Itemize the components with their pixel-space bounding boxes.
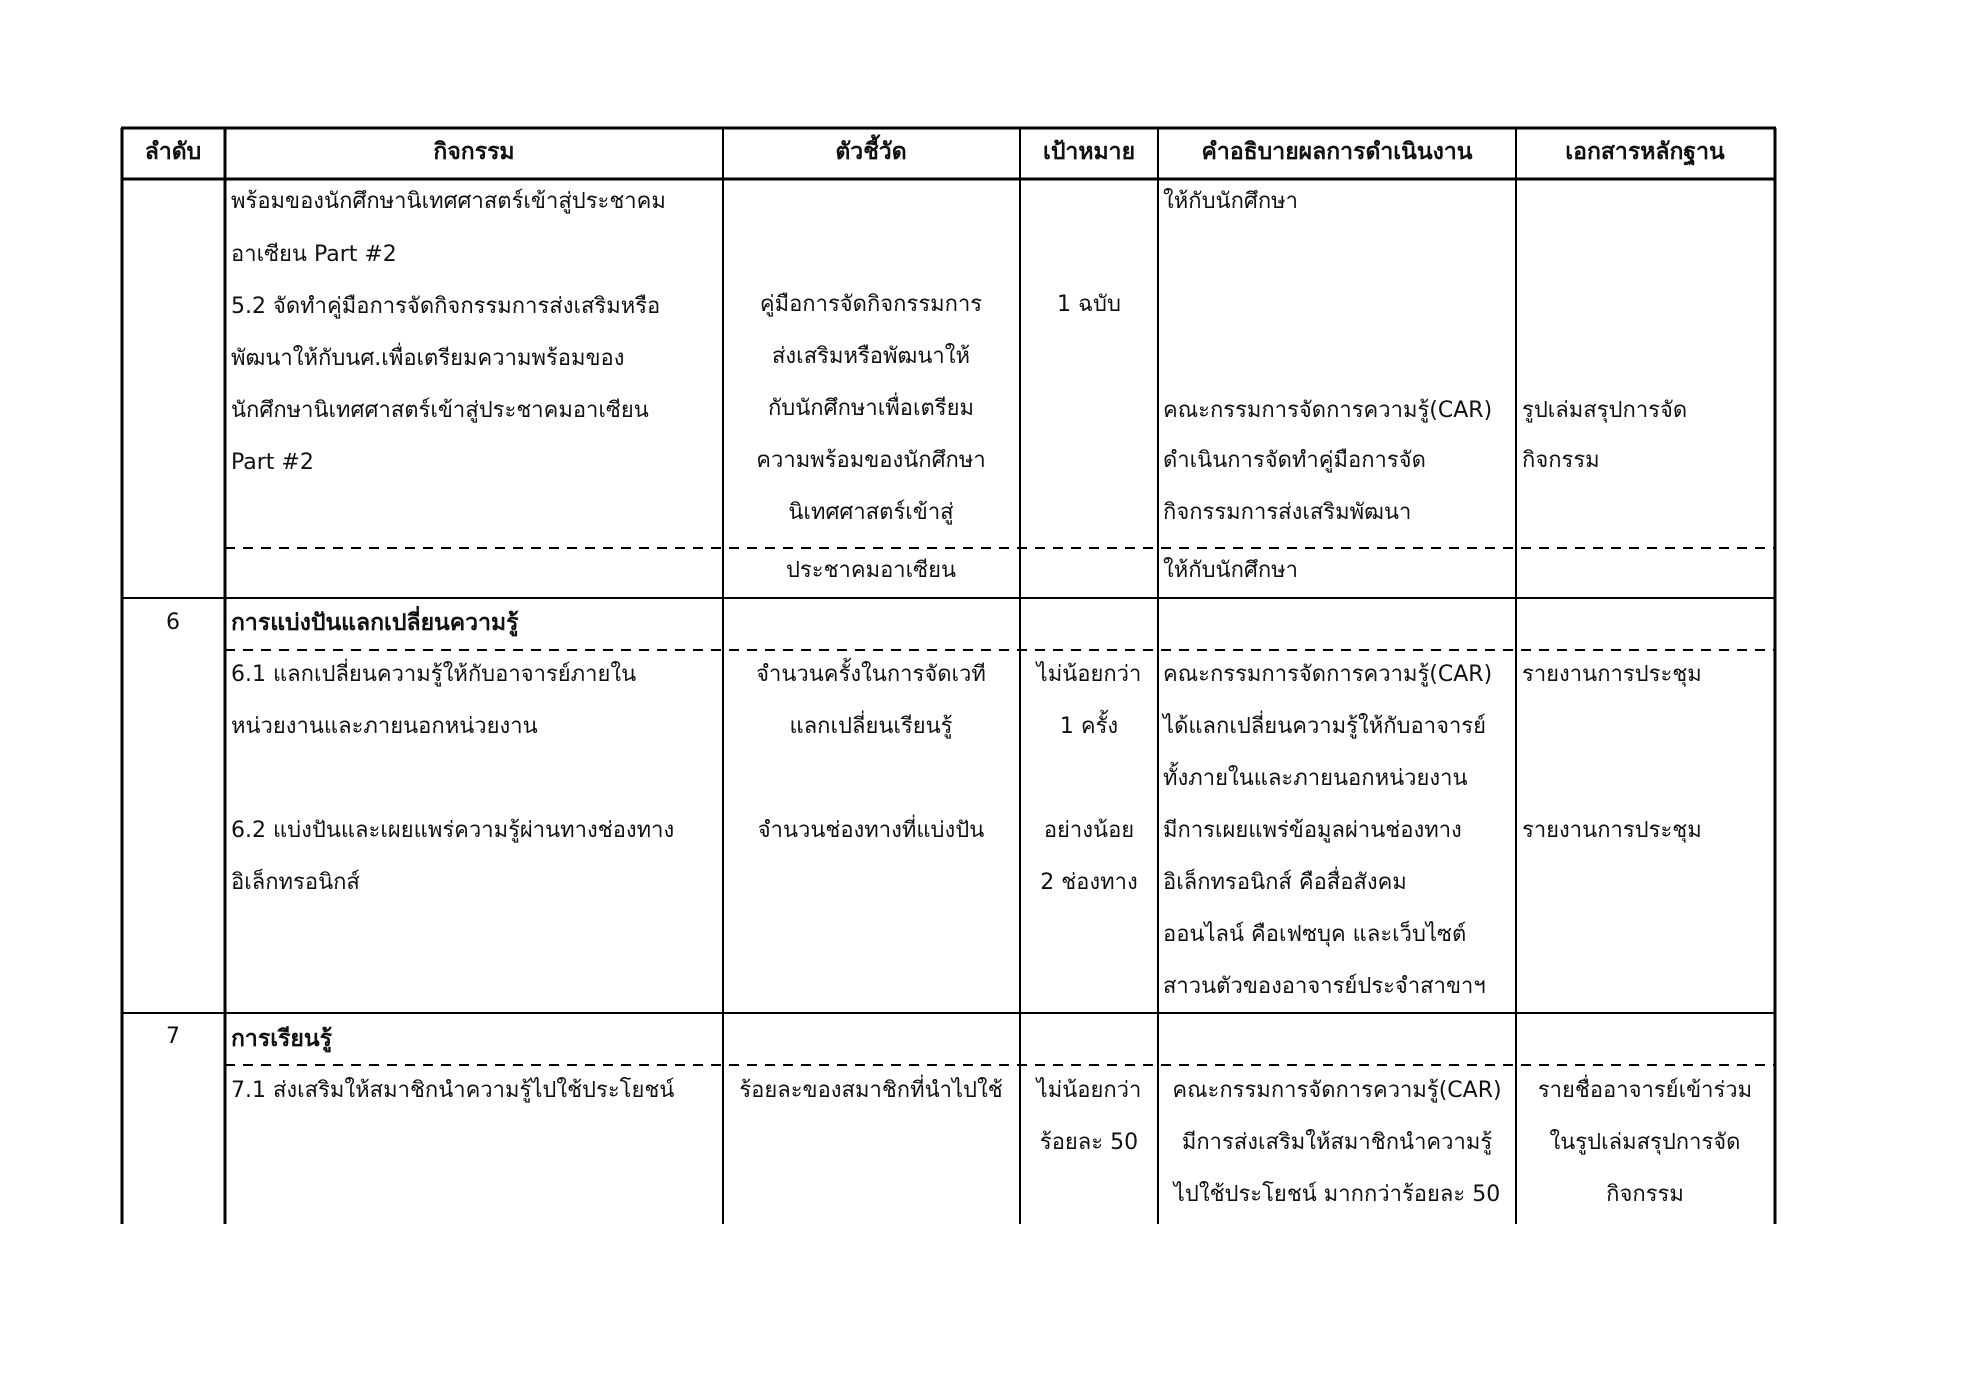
- indicator-line: ความพร้อมของนักศึกษา: [756, 448, 986, 473]
- section-title: การเรียนรู้: [231, 1026, 332, 1052]
- target-line: อย่างน้อย: [1043, 818, 1135, 843]
- activity-line: หน่วยงานและภายนอกหน่วยงาน: [231, 714, 538, 739]
- description-line: คณะกรรมการจัดการความรู้(CAR): [1163, 662, 1493, 687]
- description-line: คณะกรรมการจัดการความรู้(CAR): [1163, 398, 1493, 423]
- indicator-line: ประชาคมอาเซียน: [785, 558, 957, 583]
- activity-line: อาเซียน Part #2: [231, 242, 397, 267]
- activity-line: นักศึกษานิเทศศาสตร์เข้าสู่ประชาคมอาเซียน: [231, 398, 649, 423]
- indicator-line: ร้อยละของสมาชิกที่นำไปใช้: [739, 1078, 1003, 1103]
- target-line: ไม่น้อยกว่า: [1036, 662, 1142, 687]
- indicator-line: จำนวนช่องทางที่แบ่งปัน: [757, 818, 985, 843]
- description-line: มีการเผยแพร่ข้อมูลผ่านช่องทาง: [1163, 818, 1462, 843]
- description-line: ให้กับนักศึกษา: [1163, 558, 1299, 583]
- activity-line: 6.2 แบ่งปันและเผยแพร่ความรู้ผ่านทางช่องทาง: [231, 818, 675, 843]
- activity-line: Part #2: [231, 450, 314, 475]
- activity-line: พร้อมของนักศึกษานิเทศศาสตร์เข้าสู่ประชาคม: [231, 189, 666, 214]
- target-line: ร้อยละ 50: [1039, 1130, 1139, 1155]
- description-line: ดำเนินการจัดทำคู่มือการจัด: [1163, 448, 1426, 473]
- activity-line: 5.2 จัดทำคู่มือการจัดกิจกรรมการส่งเสริมหรือ: [231, 294, 661, 319]
- header-activity: กิจกรรม: [433, 139, 515, 165]
- section-title: การแบ่งปันแลกเปลี่ยนความรู้: [231, 610, 519, 636]
- row-number: 6: [166, 610, 180, 635]
- description-line: อิเล็กทรอนิกส์ คือสื่อสังคม: [1163, 870, 1407, 895]
- header-target: เป้าหมาย: [1042, 139, 1136, 165]
- evidence-line: ในรูปเล่มสรุปการจัด: [1549, 1130, 1741, 1155]
- target-value: 1 ฉบับ: [1057, 292, 1121, 317]
- header-description: คำอธิบายผลการดำเนินงาน: [1201, 139, 1473, 165]
- activity-line: 6.1 แลกเปลี่ยนความรู้ให้กับอาจารย์ภายใน: [231, 662, 637, 687]
- header-indicator: ตัวชี้วัด: [835, 139, 907, 165]
- indicator-line: นิเทศศาสตร์เข้าสู่: [788, 500, 954, 525]
- activity-line: 7.1 ส่งเสริมให้สมาชิกนำความรู้ไปใช้ประโยชน์: [231, 1078, 675, 1103]
- description-line: ทั้งภายในและภายนอกหน่วยงาน: [1163, 766, 1468, 791]
- description-line: ได้แลกเปลี่ยนความรู้ให้กับอาจารย์: [1163, 714, 1487, 739]
- description-line: ไปใช้ประโยชน์ มากกว่าร้อยละ 50: [1173, 1182, 1501, 1207]
- evidence-line: กิจกรรม: [1606, 1182, 1684, 1207]
- description-line: กิจกรรมการส่งเสริมพัฒนา: [1163, 500, 1412, 525]
- header-evidence: เอกสารหลักฐาน: [1565, 139, 1725, 165]
- indicator-line: แลกเปลี่ยนเรียนรู้: [789, 714, 953, 739]
- target-line: ไม่น้อยกว่า: [1036, 1078, 1142, 1103]
- evidence-line: รูปเล่มสรุปการจัด: [1522, 398, 1688, 423]
- indicator-line: กับนักศึกษาเพื่อเตรียม: [767, 396, 975, 421]
- description-line: สาวนตัวของอาจารย์ประจำสาขาฯ: [1163, 974, 1486, 999]
- activity-line: อิเล็กทรอนิกส์: [231, 870, 360, 895]
- evidence-line: กิจกรรม: [1522, 448, 1600, 473]
- description-line: มีการส่งเสริมให้สมาชิกนำความรู้: [1181, 1130, 1493, 1155]
- target-line: 2 ช่องทาง: [1040, 870, 1138, 895]
- description-line: ออนไลน์ คือเฟซบุค และเว็บไซต์: [1163, 922, 1467, 947]
- row-number: 7: [166, 1024, 180, 1049]
- description-line: คณะกรรมการจัดการความรู้(CAR): [1172, 1078, 1502, 1103]
- target-line: 1 ครั้ง: [1059, 714, 1119, 739]
- evidence-line: รายชื่ออาจารย์เข้าร่วม: [1537, 1078, 1753, 1103]
- evidence-line: รายงานการประชุม: [1522, 818, 1702, 843]
- header-order: ลำดับ: [144, 139, 202, 165]
- indicator-line: จำนวนครั้งในการจัดเวที: [756, 662, 986, 687]
- indicator-line: ส่งเสริมหรือพัฒนาให้: [772, 344, 970, 369]
- description-line: ให้กับนักศึกษา: [1163, 189, 1299, 214]
- evidence-line: รายงานการประชุม: [1522, 662, 1702, 687]
- indicator-line: คู่มือการจัดกิจกรรมการ: [759, 292, 983, 317]
- activity-line: พัฒนาให้กับนศ.เพื่อเตรียมความพร้อมของ: [231, 346, 625, 371]
